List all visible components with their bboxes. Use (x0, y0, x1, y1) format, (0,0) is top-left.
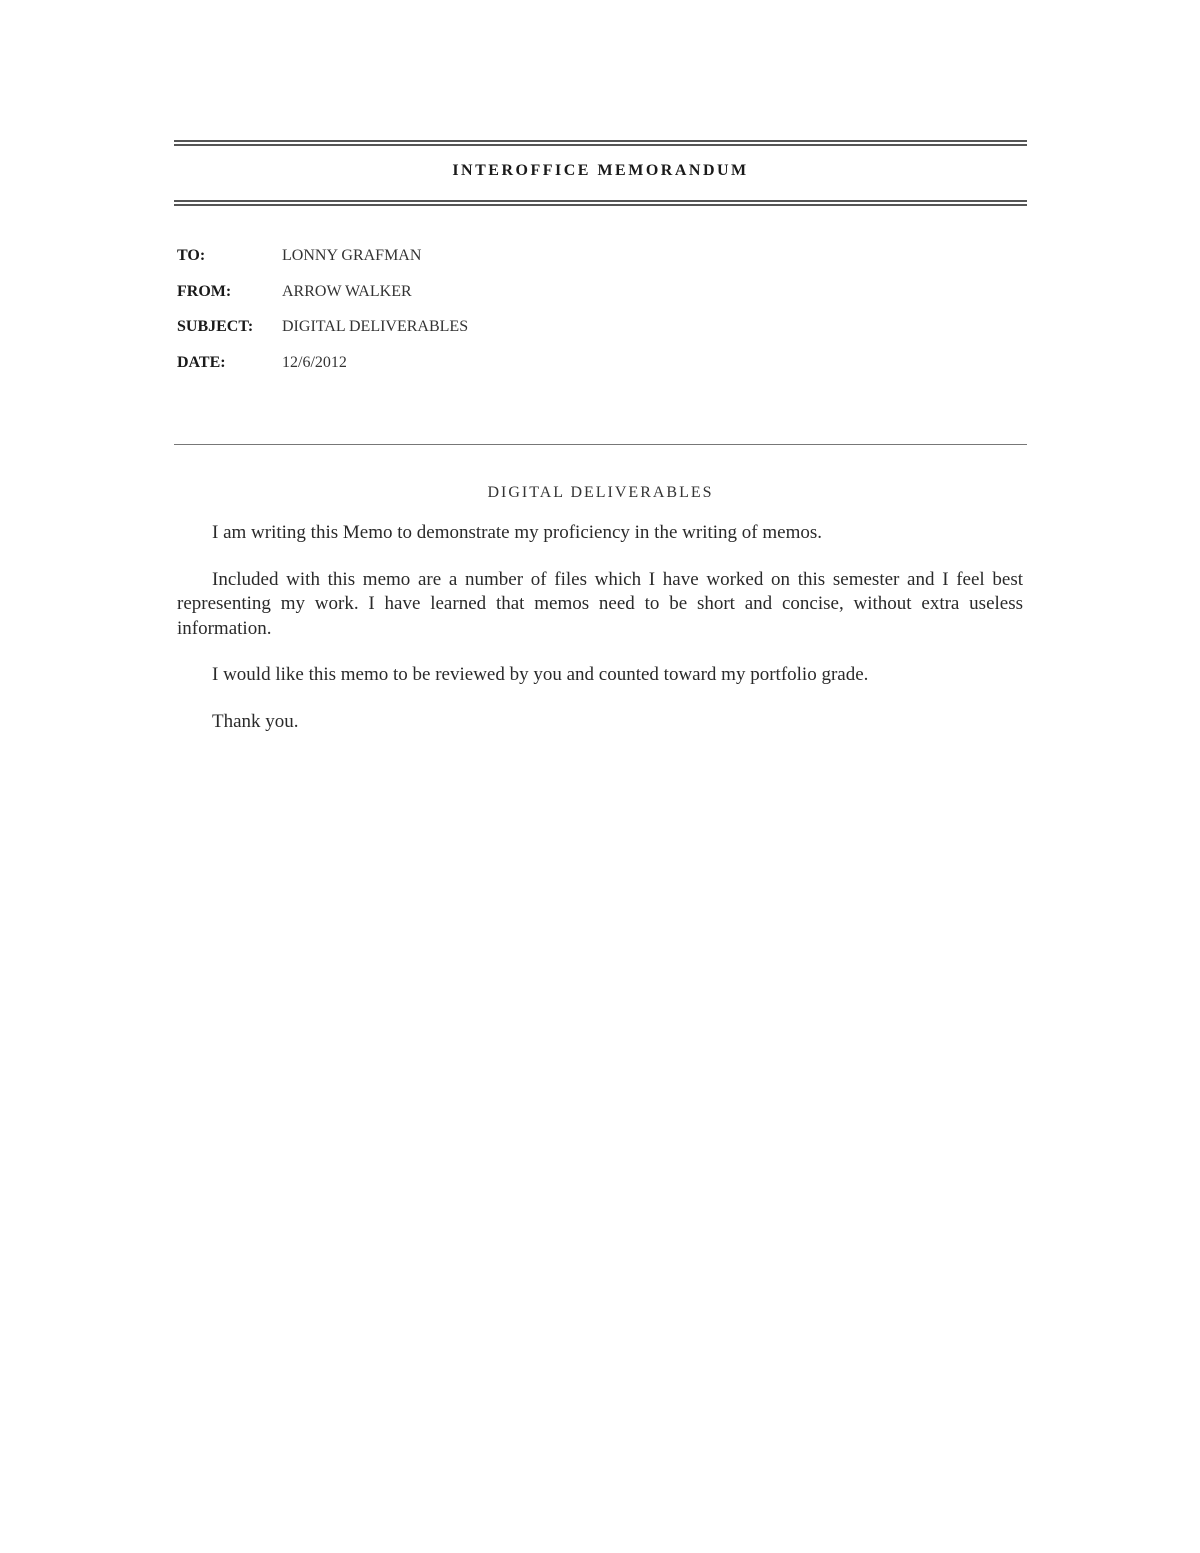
to-label: TO: (177, 247, 206, 264)
header-divider (174, 444, 1027, 445)
field-row-subject (177, 318, 468, 354)
from-label: FROM: (177, 282, 232, 300)
title-bottom-double-rule (174, 200, 1027, 206)
memo-body (177, 521, 1023, 756)
to-value: LONNY GRAFMAN (282, 247, 422, 264)
body-paragraph: I am writing this Memo to demonstrate my proficiency in the writing of memos. (212, 522, 822, 543)
date-value: 12/6/2012 (282, 353, 347, 371)
memo-title: INTEROFFICE MEMORANDUM (452, 162, 749, 179)
subject-label: SUBJECT: (177, 318, 254, 335)
date-label: DATE: (177, 353, 226, 371)
field-row-from (177, 283, 468, 319)
top-double-rule (174, 140, 1027, 146)
from-value: ARROW WALKER (282, 282, 412, 300)
body-heading: DIGITAL DELIVERABLES (487, 484, 714, 501)
body-paragraph: I would like this memo to be reviewed by you and counted toward my portfolio grade. (212, 664, 869, 685)
memo-header-fields (177, 247, 468, 389)
body-paragraph: Included with this memo are a number of files which I have worked on this semester and I feel best representing my work. I have learned that memos need to be short and concise, without extra useless information. (177, 568, 1023, 639)
field-row-date (177, 354, 468, 390)
subject-value: DIGITAL DELIVERABLES (282, 318, 469, 335)
closing-line: Thank you. (212, 710, 299, 732)
field-row-to (177, 247, 468, 283)
